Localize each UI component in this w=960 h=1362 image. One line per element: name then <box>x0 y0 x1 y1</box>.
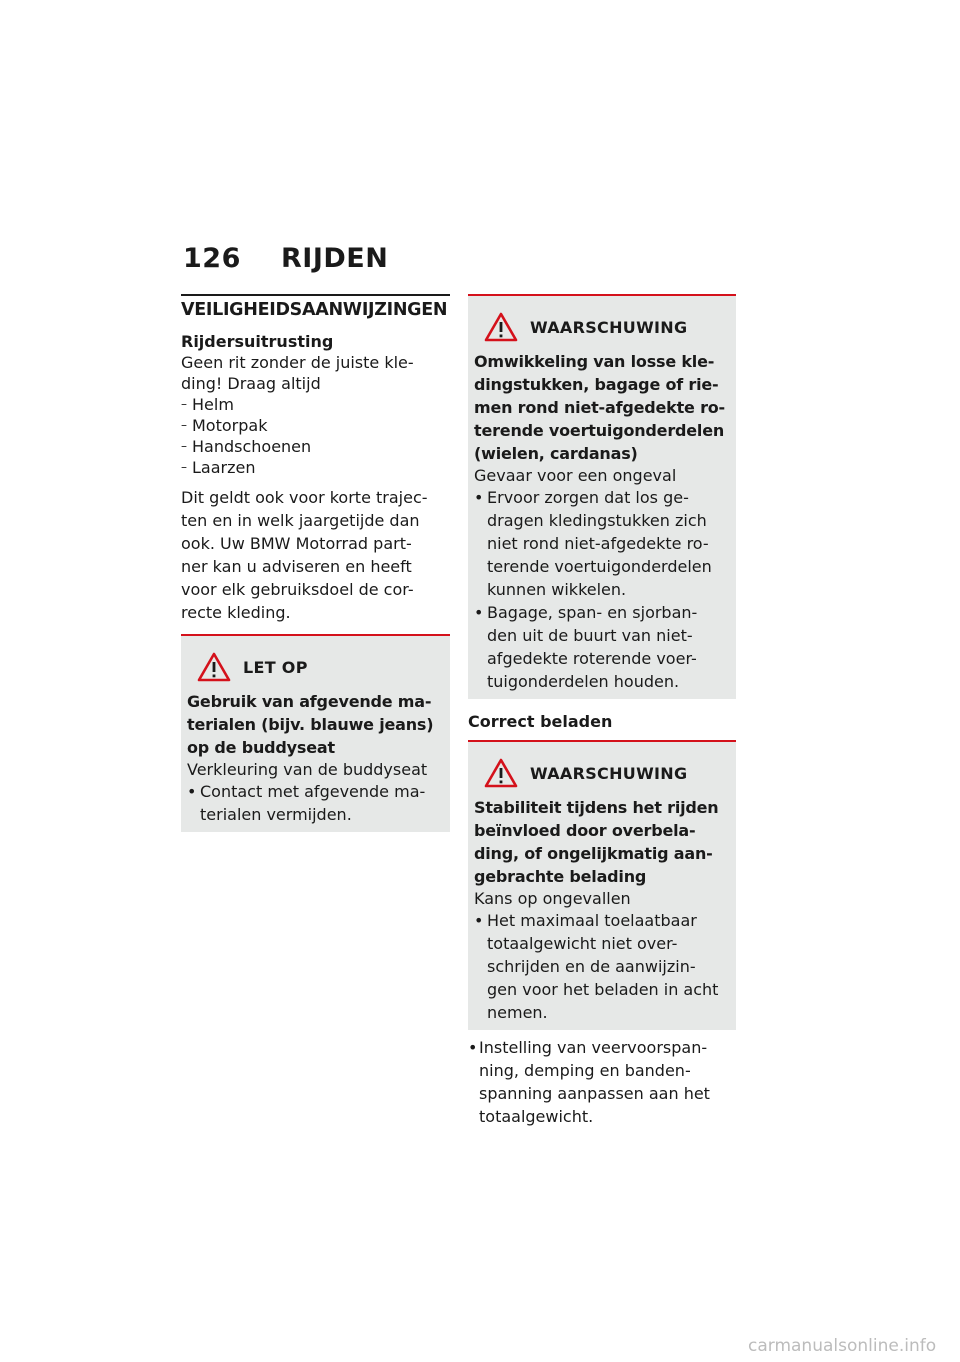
warning-box-loading <box>468 740 736 1030</box>
list-item: • Instelling van veervoorspan- ning, demping en banden- spanning aanpassen aan het totaalgewicht. <box>468 1036 736 1128</box>
list-item: • Bagage, span- en sjorban- den uit de buurt van niet- afgedekte roterende voer- tuigonderdelen houden. <box>474 601 730 693</box>
notice-header <box>187 648 444 686</box>
warning-lead: Omwikkeling van losse kle- dingstukken, bagage of rie- men rond niet-afgedekte ro- terende voertuigonderdelen (wielen, cardanas) <box>474 352 725 463</box>
notice-label: LET OP <box>243 657 308 677</box>
subsection-title: Rijdersuitrusting <box>181 332 334 351</box>
warning-box <box>468 294 736 699</box>
notice-bullets <box>187 780 444 826</box>
warning-label: WAARSCHUWING <box>530 317 688 337</box>
list-item: • Het maximaal toelaatbaar totaalgewicht niet over- schrijden en de aanwijzin- gen voor het beladen in acht nemen. <box>474 909 730 1024</box>
notice-box <box>181 634 450 832</box>
warning-triangle-icon <box>197 652 231 682</box>
loading-bullets <box>468 1036 736 1128</box>
warning-text: Gevaar voor een ongeval <box>474 466 677 485</box>
page-number: 126 <box>183 243 241 274</box>
list-item: • Ervoor zorgen dat los ge- dragen kledingstukken zich niet rond niet-afgedekte ro- terende voertuigonderdelen kunnen wikkelen. <box>474 486 730 601</box>
right-column <box>468 294 736 1128</box>
warning-triangle-icon <box>484 312 518 342</box>
warning-label: WAARSCHUWING <box>530 763 688 783</box>
list-item: • Contact met afgevende ma- terialen vermijden. <box>187 780 444 826</box>
notice-lead: Gebruik van afgevende ma- terialen (bijv. blauwe jeans) op de buddyseat <box>187 692 434 757</box>
left-column <box>181 294 450 832</box>
warning-triangle-icon <box>484 758 518 788</box>
watermark: carmanualsonline.info <box>748 1336 937 1356</box>
gear-list <box>181 394 450 478</box>
chapter-title: RIJDEN <box>281 243 389 274</box>
intro-text: Geen rit zonder de juiste kle- ding! Draag altijd <box>181 353 414 393</box>
warning-header <box>474 754 730 792</box>
warning-header <box>474 308 730 346</box>
subsection-heading: Correct beladen <box>468 712 613 731</box>
notice-text: Verkleuring van de buddyseat <box>187 760 428 779</box>
list-item: – Motorpak <box>181 415 450 436</box>
list-item: – Handschoenen <box>181 436 450 457</box>
warning-text: Kans op ongevallen <box>474 889 631 908</box>
warning-lead: Stabiliteit tijdens het rijden beïnvloed door overbela- ding, of ongelijkmatig aan- gebrachte belading <box>474 798 719 886</box>
section-title: VEILIGHEIDSAANWIJZINGEN <box>181 294 450 328</box>
warning-bullets <box>474 909 730 1024</box>
clothing-paragraph: Dit geldt ook voor korte trajec- ten en in welk jaargetijde dan ook. Uw BMW Motorrad part- ner kan u adviseren en heeft voor elk gebruiksdoel de cor- recte kleding. <box>181 488 428 622</box>
list-item: – Helm <box>181 394 450 415</box>
page-header <box>183 243 388 274</box>
warning-bullets <box>474 486 730 693</box>
list-item: – Laarzen <box>181 457 450 478</box>
